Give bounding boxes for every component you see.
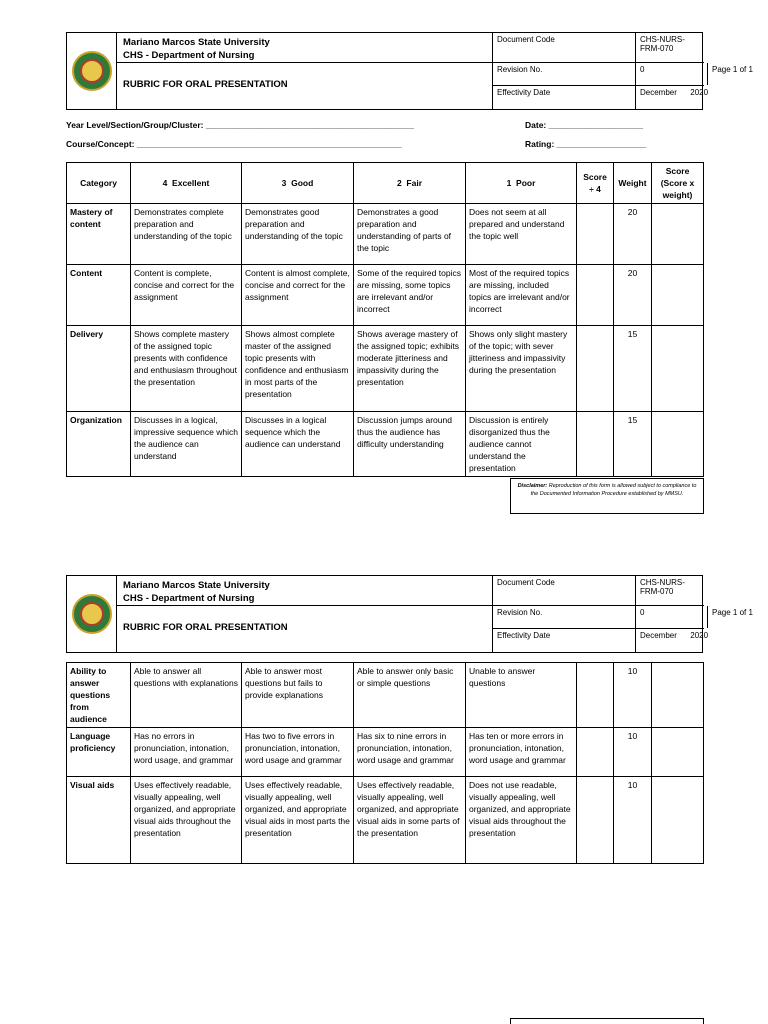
row-excellent: Has no errors in pronunciation, intonation, word usage, and grammar (131, 728, 242, 777)
row-total[interactable] (652, 777, 704, 864)
rating-field[interactable]: Rating: ___________________ (525, 139, 647, 149)
header-title-cell (117, 33, 493, 109)
doc-code-label: Document Code (493, 576, 636, 605)
form-title: RUBRIC FOR ORAL PRESENTATION (123, 79, 288, 90)
row-weight: 15 (614, 326, 652, 412)
row-total[interactable] (652, 663, 704, 728)
disclaimer-label: Disclaimer: (517, 483, 548, 489)
row-category: Ability to answer questions from audience (67, 663, 131, 728)
row-excellent: Demonstrates complete preparation and understanding of the topic (131, 204, 242, 265)
header-score-weight: Score (Score x weight) (652, 163, 704, 204)
revision-label: Revision No. (493, 63, 636, 85)
row-poor: Unable to answer questions (466, 663, 577, 728)
row-score[interactable] (577, 777, 614, 864)
row-excellent: Uses effectively readable, visually appealing, well organized, and appropriate visual aids throughout the presentation (131, 777, 242, 864)
header-excellent: 4 Excellent (131, 163, 242, 204)
row-excellent: Shows complete mastery of the assigned topic presents with confidence and enthusiasm throughout the presentation (131, 326, 242, 412)
doc-code-value: CHS-NURS-FRM-070 (640, 35, 685, 53)
row-excellent: Discusses in a logical, impressive sequence which the audience can understand (131, 412, 242, 477)
form-title: RUBRIC FOR ORAL PRESENTATION (123, 622, 288, 633)
disclaimer-text: Reproduction of this form is allowed subject to compliance to the Documented Information Procedure established by MMSU. (530, 483, 697, 497)
table-row (67, 265, 704, 326)
row-fair: Has six to nine errors in pronunciation, intonation, word usage and grammar (354, 728, 466, 777)
row-poor: Discussion is entirely disorganized thus the audience cannot understand the presentation (466, 412, 577, 477)
row-weight: 10 (614, 777, 652, 864)
university-name: Mariano Marcos State University (123, 37, 270, 48)
revision-value: 0 (636, 63, 708, 85)
university-seal-icon (72, 51, 112, 91)
header-good: 3 Good (242, 163, 354, 204)
logo-cell (67, 33, 117, 109)
row-score[interactable] (577, 412, 614, 477)
form-header-1 (66, 32, 753, 110)
row-total[interactable] (652, 412, 704, 477)
row-category: Delivery (67, 326, 131, 412)
department-name: CHS - Department of Nursing (123, 50, 255, 61)
row-fair: Uses effectively readable, visually appealing, well organized, and appropriate visual aids in some parts of the presentation (354, 777, 466, 864)
row-excellent: Able to answer all questions with explanations (131, 663, 242, 728)
row-fair: Demonstrates a good preparation and understanding of parts of the topic (354, 204, 466, 265)
row-weight: 20 (614, 265, 652, 326)
row-fair: Able to answer only basic or simple questions (354, 663, 466, 728)
row-total[interactable] (652, 728, 704, 777)
rubric-table-2 (66, 662, 704, 864)
row-weight: 15 (614, 412, 652, 477)
row-fair: Some of the required topics are missing, some topics are irrelevant and/or incorrect (354, 265, 466, 326)
row-category: Content (67, 265, 131, 326)
row-category: Language proficiency (67, 728, 131, 777)
department-name: CHS - Department of Nursing (123, 593, 255, 604)
row-category: Mastery of content (67, 204, 131, 265)
form-header-2 (66, 575, 753, 653)
rubric-table-1 (66, 162, 704, 477)
row-poor: Most of the required topics are missing, included topics are irrelevant and/or incorrect (466, 265, 577, 326)
row-good: Shows almost complete master of the assigned topic presents with confidence and enthusiasm in most parts of the presentation (242, 326, 354, 412)
row-category: Visual aids (67, 777, 131, 864)
revision-label: Revision No. (493, 606, 636, 628)
table-row (67, 412, 704, 477)
disclaimer-box (510, 478, 704, 514)
row-good: Discusses in a logical sequence which the audience can understand (242, 412, 354, 477)
date-field[interactable]: Date: ____________________ (525, 120, 644, 130)
table-row (67, 663, 704, 728)
row-category: Organization (67, 412, 131, 477)
row-good: Uses effectively readable, visually appealing, well organized, and appropriate visual aids in most parts the presentation (242, 777, 354, 864)
row-total[interactable] (652, 326, 704, 412)
table-row (67, 777, 704, 864)
header-weight: Weight (614, 163, 652, 204)
row-score[interactable] (577, 204, 614, 265)
doc-code-label: Document Code (493, 33, 636, 62)
header-score-div: Score ÷ 4 (577, 163, 614, 204)
row-fair: Shows average mastery of the assigned topic; exhibits moderate jitteriness and impassivity during the presentation (354, 326, 466, 412)
form-fields (66, 120, 703, 156)
university-seal-icon (72, 594, 112, 634)
revision-value: 0 (636, 606, 708, 628)
table-row (67, 326, 704, 412)
effectivity-label: Effectivity Date (493, 86, 636, 110)
header-fair: 2 Fair (354, 163, 466, 204)
row-excellent: Content is complete, concise and correct for the assignment (131, 265, 242, 326)
row-poor: Has ten or more errors in pronunciation, intonation, word usage and grammar (466, 728, 577, 777)
row-fair: Discussion jumps around thus the audience has difficulty understanding (354, 412, 466, 477)
row-good: Content is almost complete, concise and correct for the assignment (242, 265, 354, 326)
logo-cell (67, 576, 117, 652)
row-total[interactable] (652, 204, 704, 265)
table-header-row (67, 163, 704, 204)
header-meta (493, 33, 753, 109)
effectivity-value: December 2020 (640, 88, 709, 97)
row-poor: Shows only slight mastery of the topic; with sever jitteriness and impassivity during the presentation (466, 326, 577, 412)
year-level-field[interactable]: Year Level/Section/Group/Cluster: ____________________________________________ (66, 120, 414, 130)
header-poor: 1 Poor (466, 163, 577, 204)
row-score[interactable] (577, 663, 614, 728)
row-weight: 20 (614, 204, 652, 265)
row-good: Demonstrates good preparation and understanding of the topic (242, 204, 354, 265)
header-title-cell (117, 576, 493, 652)
row-score[interactable] (577, 265, 614, 326)
row-poor: Does not seem at all prepared and understand the topic well (466, 204, 577, 265)
row-total[interactable] (652, 265, 704, 326)
row-score[interactable] (577, 326, 614, 412)
header-category: Category (67, 163, 131, 204)
effectivity-label: Effectivity Date (493, 629, 636, 653)
course-field[interactable]: Course/Concept: ________________________________________________________ (66, 139, 402, 149)
row-good: Has two to five errors in pronunciation, intonation, word usage and grammar (242, 728, 354, 777)
table-row (67, 204, 704, 265)
row-weight: 10 (614, 663, 652, 728)
row-weight: 10 (614, 728, 652, 777)
header-meta (493, 576, 753, 652)
university-name: Mariano Marcos State University (123, 580, 270, 591)
doc-code-value: CHS-NURS-FRM-070 (640, 578, 685, 596)
page-number: Page 1 of 1 (712, 608, 753, 617)
row-poor: Does not use readable, visually appealing, well organized, and appropriate visual aids throughout the presentation (466, 777, 577, 864)
page-number: Page 1 of 1 (712, 65, 753, 74)
row-good: Able to answer most questions but fails to provide explanations (242, 663, 354, 728)
next-page-box-stub (510, 1018, 704, 1024)
table-row (67, 728, 704, 777)
effectivity-value: December 2020 (640, 631, 709, 640)
row-score[interactable] (577, 728, 614, 777)
